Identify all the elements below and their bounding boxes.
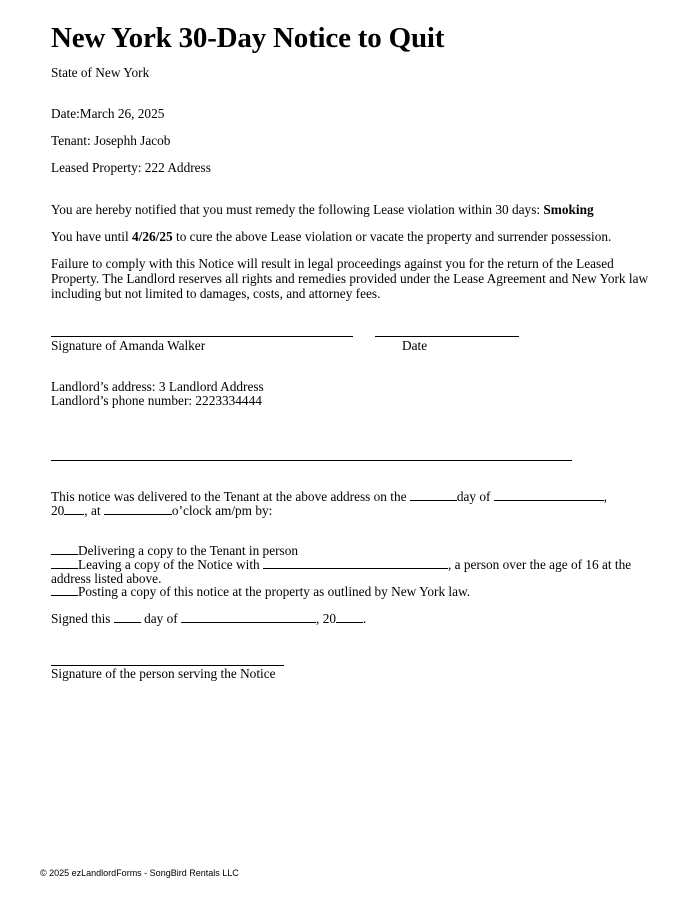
delivery-year-blank[interactable] — [64, 503, 84, 515]
option-2-person-blank[interactable] — [263, 557, 448, 569]
delivery-year-prefix: 20 — [51, 503, 65, 518]
failure-paragraph: Failure to comply with this Notice will result in legal proceedings against you for the return of the Leased Property. The Landlord reserves all rights and remedies provided under the Lease Agreement and New York law including but not limited to damages, costs, and attorney fees. — [51, 256, 649, 301]
tenant-label: Tenant: — [51, 133, 95, 148]
server-signature-label: Signature of the person serving the Notice — [51, 666, 276, 681]
landlord-address-line — [51, 379, 264, 394]
tenant-value: Josephh Jacob — [94, 133, 171, 148]
landlord-address-label: Landlord’s address: — [51, 379, 159, 394]
date-value: March 26, 2025 — [79, 106, 165, 121]
landlord-address-value: 3 Landlord Address — [158, 379, 264, 394]
option-3-checkbox-blank[interactable] — [51, 584, 78, 596]
signed-text-b: day of — [140, 611, 182, 626]
signed-text-c: , 20 — [316, 611, 336, 626]
option-1-checkbox-blank[interactable] — [51, 543, 78, 555]
landlord-phone-line — [51, 393, 262, 408]
delivery-line-2 — [51, 503, 272, 518]
deadline-value: 4/26/25 — [132, 229, 173, 244]
delivery-line-1 — [51, 489, 607, 504]
date-signature-label: Date — [402, 338, 428, 353]
footer-copyright: © 2025 ezLandlordForms - SongBird Rentals LLC — [40, 868, 239, 878]
state-line: State of New York — [51, 65, 150, 80]
violation-line — [51, 202, 594, 217]
signed-line — [51, 611, 366, 626]
delivery-oclock-text: o’clock am/pm by: — [171, 503, 273, 518]
landlord-signature-label: Signature of Amanda Walker — [51, 338, 206, 353]
tenant-line — [51, 133, 170, 148]
property-value: 222 Address — [144, 160, 211, 175]
option-1-text: Delivering a copy to the Tenant in person — [78, 543, 299, 558]
delivery-day-blank[interactable] — [410, 489, 457, 501]
section-divider — [51, 460, 572, 461]
delivery-option-1 — [51, 543, 298, 558]
delivery-option-3 — [51, 584, 470, 599]
delivery-option-2-continued: address listed above. — [51, 571, 162, 586]
delivery-text-b: day of — [456, 489, 494, 504]
delivery-at-text: , at — [84, 503, 104, 518]
signed-text-d: . — [363, 611, 367, 626]
landlord-phone-value: 2223334444 — [195, 393, 262, 408]
deadline-line — [51, 229, 611, 244]
delivery-option-2 — [51, 557, 631, 572]
signed-day-blank[interactable] — [114, 611, 141, 623]
property-label: Leased Property: — [51, 160, 145, 175]
landlord-phone-label: Landlord’s phone number: — [51, 393, 196, 408]
landlord-signature-line[interactable] — [51, 336, 353, 337]
delivery-time-blank[interactable] — [104, 503, 172, 515]
violation-value: Smoking — [543, 202, 594, 217]
delivery-text-a: This notice was delivered to the Tenant at the above address on the — [51, 489, 410, 504]
landlord-date-line[interactable] — [375, 336, 519, 337]
option-2-checkbox-blank[interactable] — [51, 557, 78, 569]
option-3-text: Posting a copy of this notice at the property as outlined by New York law. — [78, 584, 471, 599]
violation-text: You are hereby notified that you must remedy the following Lease violation within 30 days: — [51, 202, 544, 217]
signed-text-a: Signed this — [51, 611, 114, 626]
document-title: New York 30-Day Notice to Quit — [51, 22, 445, 54]
delivery-text-c: , — [603, 489, 608, 504]
option-2-suffix: , a person over the age of 16 at the — [448, 557, 632, 572]
option-2-text: Leaving a copy of the Notice with — [78, 557, 263, 572]
delivery-month-blank[interactable] — [494, 489, 604, 501]
property-line — [51, 160, 211, 175]
signed-year-blank[interactable] — [336, 611, 363, 623]
deadline-prefix: You have until — [51, 229, 133, 244]
date-label: Date: — [51, 106, 80, 121]
signed-month-blank[interactable] — [181, 611, 316, 623]
date-line — [51, 106, 164, 121]
deadline-suffix: to cure the above Lease violation or vacate the property and surrender possession. — [172, 229, 612, 244]
